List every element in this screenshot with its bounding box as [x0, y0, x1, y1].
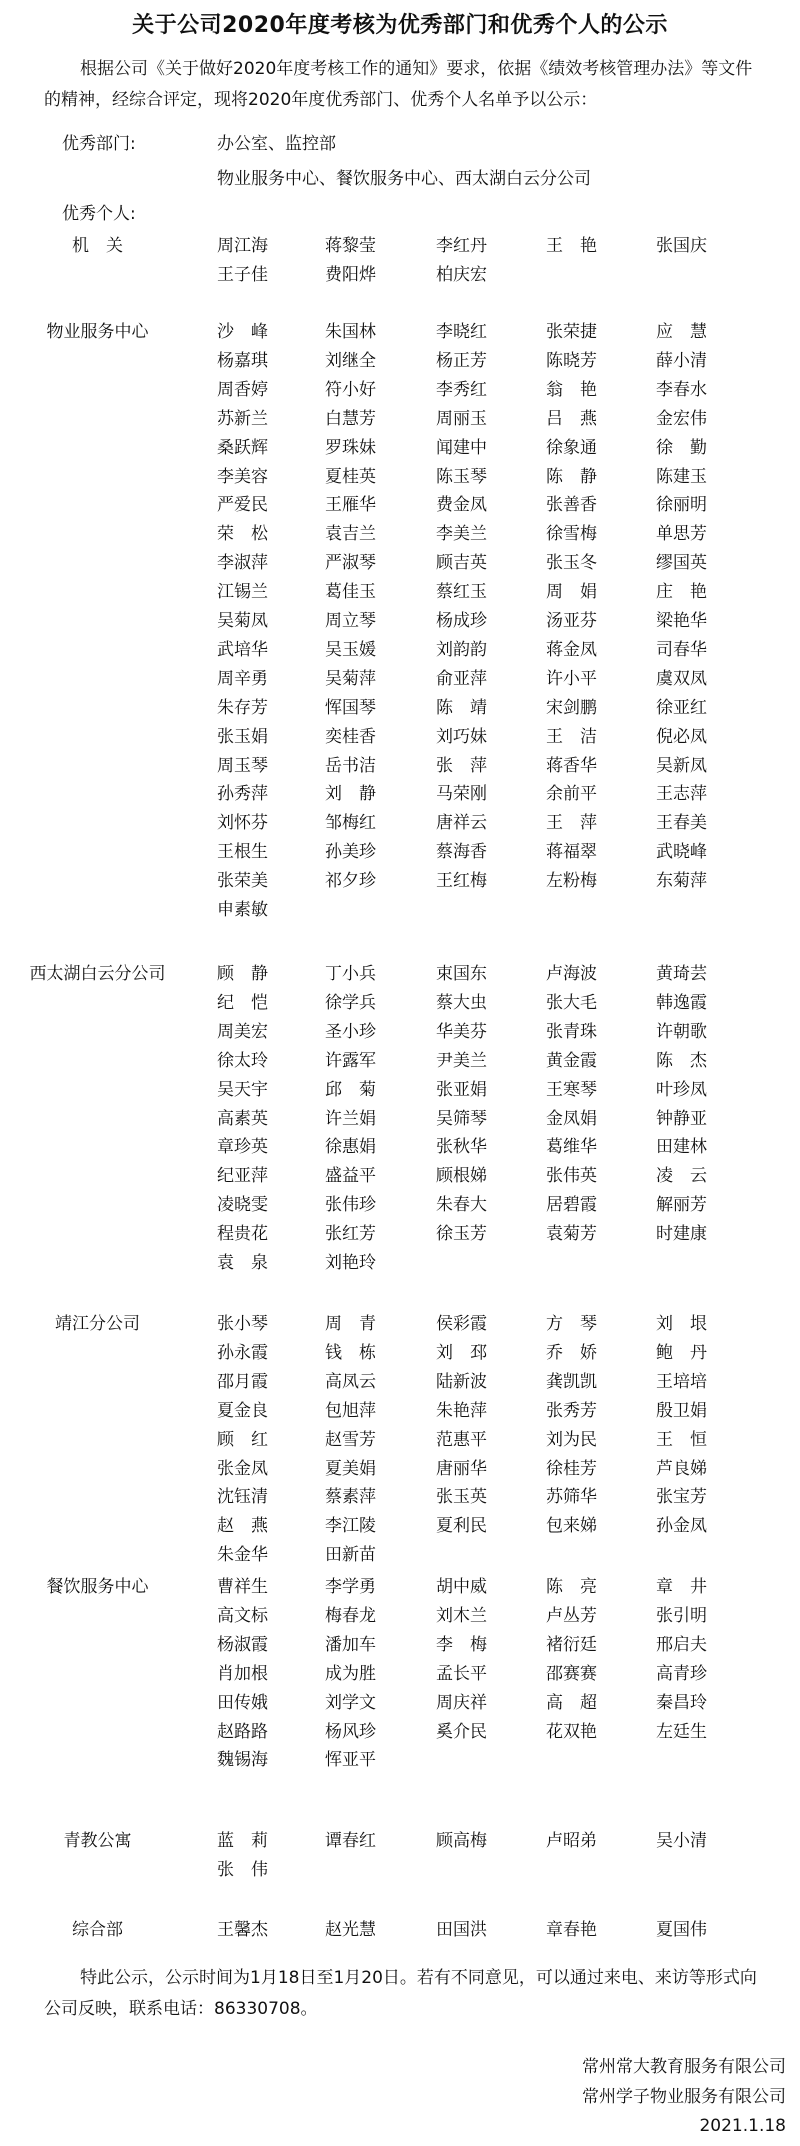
honoree-name: 赵光慧 [325, 1920, 376, 1940]
honoree-name: 赵 燕 [217, 1516, 268, 1537]
honoree-name: 叶珍凤 [656, 1079, 707, 1100]
honoree-name: 陈 杰 [656, 1050, 707, 1071]
honoree-name: 奕桂香 [325, 726, 376, 747]
honoree-name: 周 娟 [546, 582, 597, 603]
honoree-name: 高凤云 [325, 1371, 376, 1392]
honoree-name: 马荣刚 [436, 784, 487, 805]
honoree-name: 单思芳 [656, 524, 707, 545]
honoree-name: 荣 松 [217, 524, 268, 545]
honoree-name: 庄 艳 [656, 582, 707, 603]
honoree-name: 秦昌玲 [656, 1692, 707, 1713]
honoree-name: 夏金良 [217, 1400, 268, 1421]
honoree-name: 田传娥 [217, 1692, 268, 1713]
page-title: 关于公司2020年度考核为优秀部门和优秀个人的公示 [132, 13, 668, 38]
signature-org-1: 常州常大教育服务有限公司 [582, 2057, 786, 2077]
honoree-name: 葛维华 [546, 1137, 597, 1158]
honoree-name: 杨淑霞 [217, 1634, 268, 1655]
honoree-name: 纪 恺 [217, 992, 268, 1013]
honoree-name: 梁艳华 [656, 611, 707, 631]
honoree-name: 朱国林 [325, 322, 376, 342]
honoree-name: 夏美娟 [325, 1458, 376, 1479]
honoree-name: 沙 峰 [217, 322, 268, 342]
honoree-name: 倪必凤 [656, 726, 707, 747]
honoree-name: 顾吉英 [436, 553, 487, 574]
honoree-name: 朱艳萍 [436, 1400, 487, 1421]
honoree-name: 陈 靖 [436, 697, 487, 718]
honoree-name: 梅春龙 [325, 1605, 376, 1626]
honoree-name: 谭春红 [325, 1831, 376, 1851]
honoree-name: 田新苗 [325, 1545, 376, 1566]
honoree-name: 许小平 [546, 668, 597, 689]
department-name: 物业服务中心 [46, 322, 149, 342]
honoree-name: 蒋黎莹 [325, 236, 376, 256]
honoree-name: 唐祥云 [436, 813, 487, 834]
honoree-name: 徐玉芳 [436, 1224, 487, 1245]
honoree-name: 孙秀萍 [217, 784, 268, 805]
honoree-name: 周美宏 [217, 1021, 268, 1042]
honoree-name: 周立琴 [325, 611, 376, 631]
honoree-name: 时建康 [656, 1224, 707, 1245]
honoree-name: 张红芳 [325, 1224, 376, 1245]
honoree-name: 吴天宇 [217, 1079, 268, 1100]
honoree-name: 鲍 丹 [656, 1342, 707, 1363]
honoree-name: 杨嘉琪 [217, 350, 268, 371]
honoree-name: 刘 静 [325, 784, 376, 805]
honoree-name: 夏国伟 [656, 1920, 707, 1940]
honoree-name: 潘加车 [325, 1634, 376, 1655]
honoree-name: 周庆祥 [436, 1692, 487, 1713]
honoree-name: 吕 燕 [546, 408, 597, 429]
honoree-name: 高 超 [546, 1692, 597, 1713]
honoree-name: 东菊萍 [656, 871, 707, 892]
honoree-name: 韩逸霞 [656, 992, 707, 1013]
honoree-name: 高素英 [217, 1108, 268, 1129]
honoree-name: 徐惠娟 [325, 1137, 376, 1158]
honoree-name: 王 恒 [656, 1429, 707, 1450]
honoree-name: 朱春大 [436, 1195, 487, 1216]
excellent-departments-line-1: 办公室、监控部 [217, 134, 336, 154]
excellent-departments-label: 优秀部门: [62, 134, 136, 154]
honoree-name: 罗珠妹 [325, 437, 376, 458]
honoree-name: 陈 亮 [546, 1577, 597, 1597]
honoree-name: 邢启夫 [656, 1634, 707, 1655]
honoree-name: 邹梅红 [325, 813, 376, 834]
honoree-name: 殷卫娟 [656, 1400, 707, 1421]
honoree-name: 张引明 [656, 1605, 707, 1626]
honoree-name: 岳书洁 [325, 755, 376, 776]
honoree-name: 龚凯凯 [546, 1371, 597, 1392]
honoree-name: 朱存芳 [217, 697, 268, 718]
honoree-name: 王 艳 [546, 236, 597, 256]
honoree-name: 朱金华 [217, 1545, 268, 1566]
honoree-name: 张玉娟 [217, 726, 268, 747]
honoree-name: 高文标 [217, 1605, 268, 1626]
honoree-name: 周 青 [325, 1314, 376, 1334]
intro-paragraph: 根据公司《关于做好2020年度考核工作的通知》要求，依据《绩效考核管理办法》等文件的精神，经综合评定，现将2020年度优秀部门、优秀个人名单予以公示： [44, 59, 753, 110]
honoree-name: 刘继全 [325, 350, 376, 371]
honoree-name: 唐丽华 [436, 1458, 487, 1479]
honoree-name: 闻建中 [436, 437, 487, 458]
honoree-name: 王馨杰 [217, 1920, 268, 1940]
honoree-name: 高青珍 [656, 1663, 707, 1684]
honoree-name: 程贵花 [217, 1224, 268, 1245]
honoree-name: 丁小兵 [325, 964, 376, 984]
honoree-name: 华美芬 [436, 1021, 487, 1042]
honoree-name: 张荣捷 [546, 322, 597, 342]
honoree-name: 赵雪芳 [325, 1429, 376, 1450]
department-name: 靖江分公司 [55, 1314, 140, 1334]
honoree-name: 周香婷 [217, 379, 268, 400]
honoree-name: 钟静亚 [656, 1108, 707, 1129]
honoree-name: 蔡海香 [436, 842, 487, 863]
honoree-name: 花双艳 [546, 1721, 597, 1742]
honoree-name: 圣小珍 [325, 1021, 376, 1042]
honoree-name: 肖加根 [217, 1663, 268, 1684]
department-name: 青教公寓 [63, 1831, 132, 1851]
honoree-name: 夏利民 [436, 1516, 487, 1537]
honoree-name: 李 梅 [436, 1634, 487, 1655]
honoree-name: 翁 艳 [546, 379, 597, 400]
honoree-name: 褚衍廷 [546, 1634, 597, 1655]
honoree-name: 许兰娟 [325, 1108, 376, 1129]
honoree-name: 盛益平 [325, 1166, 376, 1187]
honoree-name: 尹美兰 [436, 1050, 487, 1071]
honoree-name: 章春艳 [546, 1920, 597, 1940]
department-name: 机 关 [72, 236, 123, 256]
honoree-name: 宋剑鹏 [546, 697, 597, 718]
honoree-name: 王雁华 [325, 495, 376, 516]
honoree-name: 申素敏 [217, 900, 268, 920]
honoree-name: 李美兰 [436, 524, 487, 545]
honoree-name: 蒋金凤 [546, 639, 597, 660]
honoree-name: 孟长平 [436, 1663, 487, 1684]
honoree-name: 刘怀芬 [217, 813, 268, 834]
honoree-name: 蔡大虫 [436, 992, 487, 1013]
honoree-name: 虞双凤 [656, 668, 707, 689]
honoree-name: 金凤娟 [546, 1108, 597, 1129]
honoree-name: 张大毛 [546, 992, 597, 1013]
honoree-name: 陈晓芳 [546, 350, 597, 371]
honoree-name: 费阳烨 [325, 264, 376, 285]
honoree-name: 葛佳玉 [325, 582, 376, 603]
honoree-name: 黄金霞 [546, 1050, 597, 1071]
honoree-name: 李红丹 [436, 236, 487, 256]
honoree-name: 解丽芳 [656, 1195, 707, 1216]
honoree-name: 刘艳玲 [325, 1253, 376, 1273]
honoree-name: 张玉英 [436, 1487, 487, 1508]
honoree-name: 张 伟 [217, 1859, 268, 1880]
honoree-name: 陈玉琴 [436, 466, 487, 487]
honoree-name: 凌 云 [656, 1166, 707, 1187]
honoree-name: 张玉冬 [546, 553, 597, 574]
honoree-name: 张秋华 [436, 1137, 487, 1158]
honoree-name: 赵路路 [217, 1721, 268, 1742]
honoree-name: 包来娣 [546, 1516, 597, 1537]
honoree-name: 桑跃辉 [217, 437, 268, 458]
honoree-name: 胡中威 [436, 1577, 487, 1597]
honoree-name: 顾 静 [217, 964, 268, 984]
honoree-name: 徐桂芳 [546, 1458, 597, 1479]
honoree-name: 张国庆 [656, 236, 707, 256]
honoree-name: 费金凤 [436, 495, 487, 516]
honoree-name: 恽亚平 [325, 1750, 376, 1771]
honoree-name: 黄琦芸 [656, 964, 707, 984]
honoree-name: 田国洪 [436, 1920, 487, 1940]
honoree-name: 成为胜 [325, 1663, 376, 1684]
honoree-name: 俞亚萍 [436, 668, 487, 689]
honoree-name: 王 萍 [546, 813, 597, 834]
honoree-name: 左廷生 [656, 1721, 707, 1742]
honoree-name: 张小琴 [217, 1314, 268, 1334]
honoree-name: 蔡素萍 [325, 1487, 376, 1508]
honoree-name: 章 井 [656, 1577, 707, 1597]
honoree-name: 卢昭弟 [546, 1831, 597, 1851]
honoree-name: 严淑琴 [325, 553, 376, 574]
honoree-name: 徐雪梅 [546, 524, 597, 545]
honoree-name: 白慧芳 [325, 408, 376, 429]
honoree-name: 邱 菊 [325, 1079, 376, 1100]
honoree-name: 陈 静 [546, 466, 597, 487]
honoree-name: 方 琴 [546, 1314, 597, 1334]
honoree-name: 祁夕珍 [325, 871, 376, 892]
honoree-name: 顾根娣 [436, 1166, 487, 1187]
honoree-name: 张秀芳 [546, 1400, 597, 1421]
honoree-name: 刘木兰 [436, 1605, 487, 1626]
honoree-name: 严爱民 [217, 495, 268, 516]
honoree-name: 周丽玉 [436, 408, 487, 429]
department-name: 综合部 [72, 1920, 123, 1940]
honoree-name: 王志萍 [656, 784, 707, 805]
honoree-name: 卢海波 [546, 964, 597, 984]
honoree-name: 杨风珍 [325, 1721, 376, 1742]
honoree-name: 吴玉媛 [325, 639, 376, 660]
excellent-individuals-label: 优秀个人: [62, 204, 136, 224]
honoree-name: 刘 垠 [656, 1314, 707, 1334]
honoree-name: 吴小清 [656, 1831, 707, 1851]
honoree-name: 苏筛华 [546, 1487, 597, 1508]
honoree-name: 芦良娣 [656, 1458, 707, 1479]
honoree-name: 徐太玲 [217, 1050, 268, 1071]
honoree-name: 顾高梅 [436, 1831, 487, 1851]
honoree-name: 蒋香华 [546, 755, 597, 776]
honoree-name: 恽国琴 [325, 697, 376, 718]
honoree-name: 缪国英 [656, 553, 707, 574]
honoree-name: 王根生 [217, 842, 268, 863]
honoree-name: 凌晓雯 [217, 1195, 268, 1216]
honoree-name: 钱 栋 [325, 1342, 376, 1363]
honoree-name: 王培培 [656, 1371, 707, 1392]
department-name: 西太湖白云分公司 [29, 964, 166, 984]
honoree-name: 张善香 [546, 495, 597, 516]
honoree-name: 刘为民 [546, 1429, 597, 1450]
honoree-name: 王子佳 [217, 264, 268, 285]
honoree-name: 吴新凤 [656, 755, 707, 776]
honoree-name: 张伟珍 [325, 1195, 376, 1216]
honoree-name: 孙美珍 [325, 842, 376, 863]
honoree-name: 孙金凤 [656, 1516, 707, 1537]
honoree-name: 魏锡海 [217, 1750, 268, 1771]
honoree-name: 柏庆宏 [436, 264, 487, 285]
honoree-name: 吴筛琴 [436, 1108, 487, 1129]
honoree-name: 乔 娇 [546, 1342, 597, 1363]
excellent-departments-line-2: 物业服务中心、餐饮服务中心、西太湖白云分公司 [217, 169, 591, 189]
honoree-name: 汤亚芬 [546, 611, 597, 631]
honoree-name: 奚介民 [436, 1721, 487, 1742]
honoree-name: 张亚娟 [436, 1079, 487, 1100]
honoree-name: 袁 泉 [217, 1253, 268, 1273]
closing-paragraph: 特此公示，公示时间为1月18日至1月20日。若有不同意见，可以通过来电、来访等形式向公司反映，联系电话：86330708。 [44, 1968, 757, 2019]
honoree-name: 金宏伟 [656, 408, 707, 429]
honoree-name: 侯彩霞 [436, 1314, 487, 1334]
honoree-name: 袁吉兰 [325, 524, 376, 545]
honoree-name: 张青珠 [546, 1021, 597, 1042]
honoree-name: 邵赛赛 [546, 1663, 597, 1684]
honoree-name: 曹祥生 [217, 1577, 268, 1597]
honoree-name: 袁菊芳 [546, 1224, 597, 1245]
honoree-name: 陆新波 [436, 1371, 487, 1392]
honoree-name: 张宝芳 [656, 1487, 707, 1508]
honoree-name: 蔡红玉 [436, 582, 487, 603]
honoree-name: 薛小清 [656, 350, 707, 371]
honoree-name: 许朝歌 [656, 1021, 707, 1042]
honoree-name: 徐 勤 [656, 437, 707, 458]
honoree-name: 应 慧 [656, 322, 707, 342]
honoree-name: 周辛勇 [217, 668, 268, 689]
honoree-name: 符小好 [325, 379, 376, 400]
honoree-name: 章珍英 [217, 1137, 268, 1158]
honoree-name: 许露军 [325, 1050, 376, 1071]
honoree-name: 江锡兰 [217, 582, 268, 603]
honoree-name: 王红梅 [436, 871, 487, 892]
honoree-name: 王 洁 [546, 726, 597, 747]
honoree-name: 司春华 [656, 639, 707, 660]
honoree-name: 孙永霞 [217, 1342, 268, 1363]
honoree-name: 周江海 [217, 236, 268, 256]
honoree-name: 蒋福翠 [546, 842, 597, 863]
honoree-name: 杨成珍 [436, 611, 487, 631]
honoree-name: 李淑萍 [217, 553, 268, 574]
honoree-name: 田建林 [656, 1137, 707, 1158]
honoree-name: 刘韵韵 [436, 639, 487, 660]
honoree-name: 周玉琴 [217, 755, 268, 776]
honoree-name: 徐丽明 [656, 495, 707, 516]
honoree-name: 张伟英 [546, 1166, 597, 1187]
honoree-name: 张荣美 [217, 871, 268, 892]
honoree-name: 刘 邳 [436, 1342, 487, 1363]
honoree-name: 徐学兵 [325, 992, 376, 1013]
honoree-name: 张金凤 [217, 1458, 268, 1479]
department-name: 餐饮服务中心 [46, 1577, 149, 1597]
honoree-name: 李美容 [217, 466, 268, 487]
honoree-name: 武培华 [217, 639, 268, 660]
honoree-name: 范惠平 [436, 1429, 487, 1450]
honoree-name: 沈钰清 [217, 1487, 268, 1508]
honoree-name: 包旭萍 [325, 1400, 376, 1421]
honoree-name: 吴菊凤 [217, 611, 268, 631]
honoree-name: 徐亚红 [656, 697, 707, 718]
honoree-name: 居碧霞 [546, 1195, 597, 1216]
honoree-name: 卢丛芳 [546, 1605, 597, 1626]
honoree-name: 王春美 [656, 813, 707, 834]
honoree-name: 邵月霞 [217, 1371, 268, 1392]
honoree-name: 夏桂英 [325, 466, 376, 487]
honoree-name: 武晓峰 [656, 842, 707, 863]
honoree-name: 李晓红 [436, 322, 487, 342]
honoree-name: 徐象通 [546, 437, 597, 458]
signature-date: 2021.1.18 [699, 2116, 786, 2136]
honoree-name: 李秀红 [436, 379, 487, 400]
honoree-name: 刘巧妹 [436, 726, 487, 747]
honoree-name: 王寒琴 [546, 1079, 597, 1100]
honoree-name: 杨正芳 [436, 350, 487, 371]
honoree-name: 余前平 [546, 784, 597, 805]
honoree-name: 刘学文 [325, 1692, 376, 1713]
honoree-name: 蓝 莉 [217, 1831, 268, 1851]
honoree-name: 苏新兰 [217, 408, 268, 429]
honoree-name: 陈建玉 [656, 466, 707, 487]
honoree-name: 吴菊萍 [325, 668, 376, 689]
honoree-name: 张 萍 [436, 755, 487, 776]
signature-org-2: 常州学子物业服务有限公司 [582, 2087, 786, 2107]
honoree-name: 李春水 [656, 379, 707, 400]
honoree-name: 束国东 [436, 964, 487, 984]
honoree-name: 顾 红 [217, 1429, 268, 1450]
honoree-name: 纪亚萍 [217, 1166, 268, 1187]
honoree-name: 李江陵 [325, 1516, 376, 1537]
honoree-name: 李学勇 [325, 1577, 376, 1597]
honoree-name: 左粉梅 [546, 871, 597, 892]
